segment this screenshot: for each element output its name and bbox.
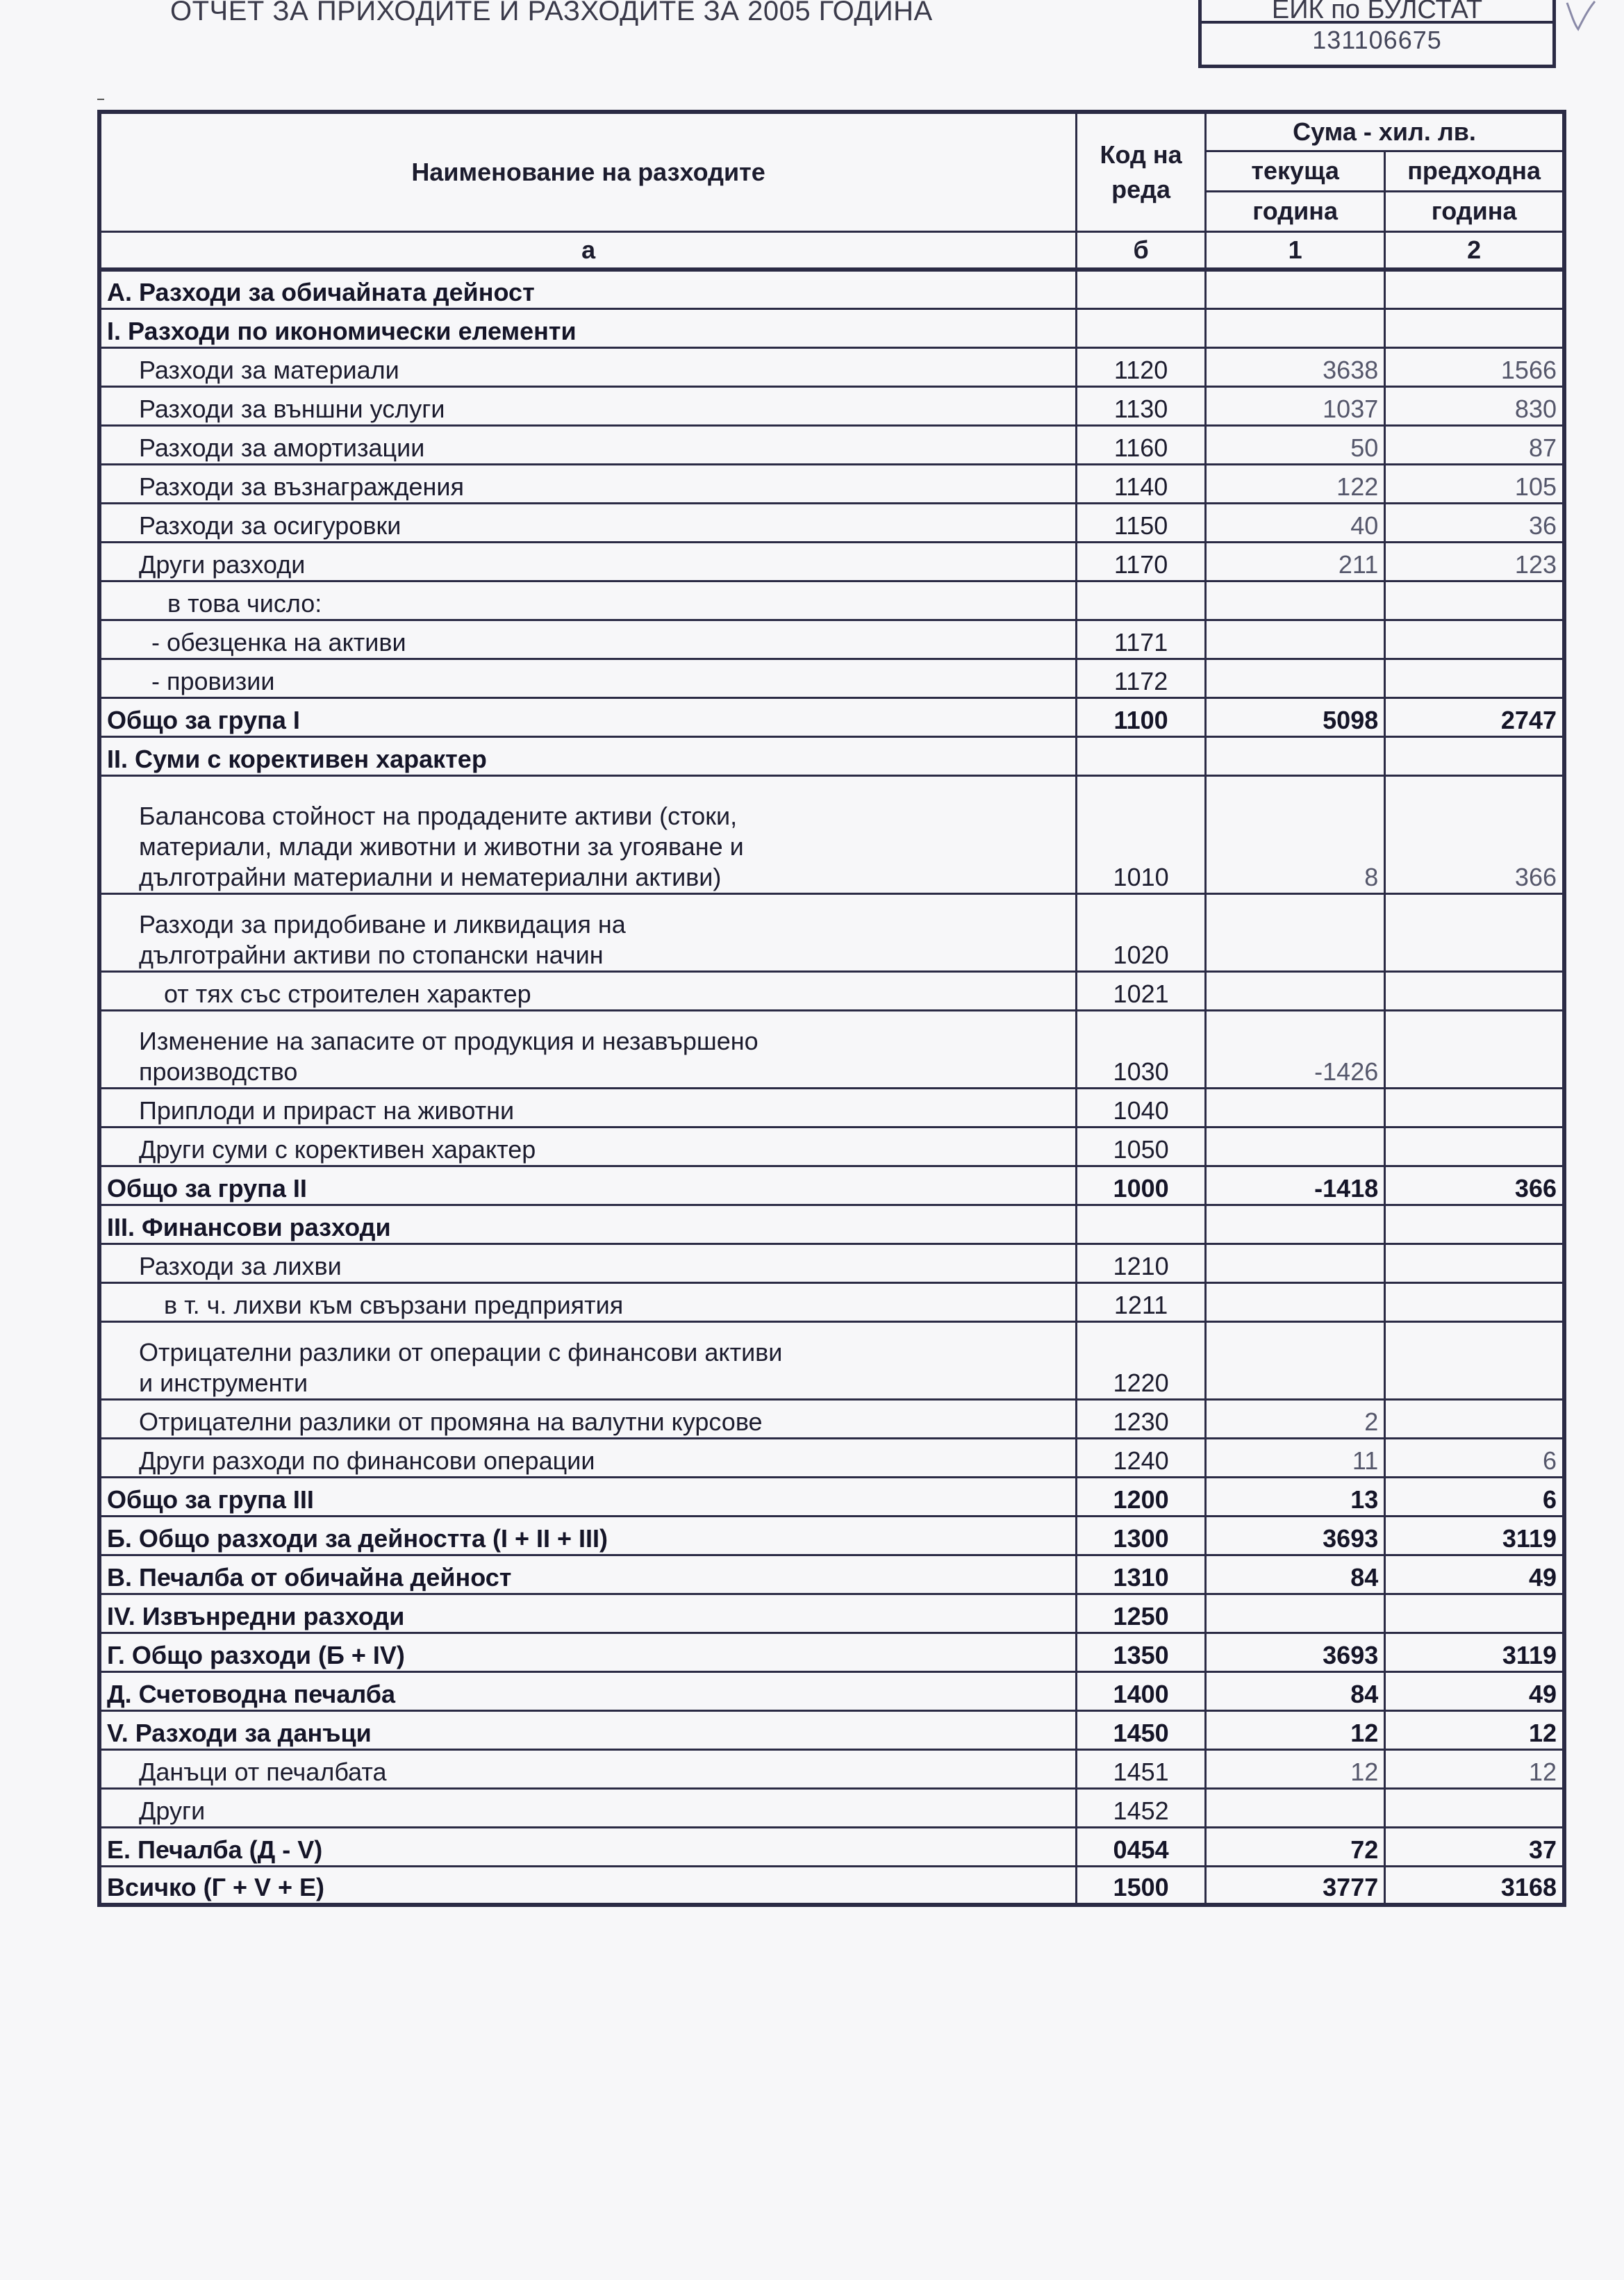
row-current-year: 3693 bbox=[1206, 1633, 1385, 1671]
row-previous-year: 37 bbox=[1385, 1827, 1564, 1866]
row-code: 1160 bbox=[1077, 425, 1206, 464]
row-code: 1200 bbox=[1077, 1477, 1206, 1516]
row-previous-year bbox=[1385, 1788, 1564, 1827]
row-code bbox=[1077, 581, 1206, 620]
table-row bbox=[99, 464, 1564, 503]
row-previous-year: 3168 bbox=[1385, 1866, 1564, 1905]
expenses-table bbox=[97, 110, 1566, 1907]
row-previous-year bbox=[1385, 1088, 1564, 1127]
row-current-year bbox=[1206, 1088, 1385, 1127]
row-previous-year bbox=[1385, 1594, 1564, 1633]
row-name: Балансова стойност на продадените активи (стоки, материали, млади животни и животни за угояване и дълготрайни материални и нематериални активи) bbox=[99, 775, 1077, 893]
row-name: Всичко (Г + V + Е) bbox=[99, 1866, 1077, 1905]
row-name: Отрицателни разлики от операции с финансови активи и инструменти bbox=[99, 1321, 1077, 1399]
eik-value: 131106675 bbox=[1312, 26, 1442, 54]
row-current-year: 12 bbox=[1206, 1749, 1385, 1788]
row-code: 1171 bbox=[1077, 620, 1206, 659]
row-current-year: 84 bbox=[1206, 1671, 1385, 1710]
row-previous-year: 366 bbox=[1385, 1166, 1564, 1205]
header-previous-line2: година bbox=[1385, 191, 1564, 231]
row-previous-year bbox=[1385, 659, 1564, 697]
row-current-year: 3693 bbox=[1206, 1516, 1385, 1555]
row-current-year bbox=[1206, 1282, 1385, 1321]
letter-1: 1 bbox=[1206, 231, 1385, 270]
row-code bbox=[1077, 1205, 1206, 1244]
row-code: 1500 bbox=[1077, 1866, 1206, 1905]
table-row bbox=[99, 308, 1564, 347]
row-name: Д. Счетоводна печалба bbox=[99, 1671, 1077, 1710]
table-row bbox=[99, 775, 1564, 893]
row-name: Приплоди и прираст на животни bbox=[99, 1088, 1077, 1127]
eik-label: ЕИК по БУЛСТАТ bbox=[1271, 0, 1483, 24]
row-name: Други суми с корективен характер bbox=[99, 1127, 1077, 1166]
row-name: в това число: bbox=[99, 581, 1077, 620]
row-previous-year: 6 bbox=[1385, 1438, 1564, 1477]
header-amount: Сума - хил. лв. bbox=[1206, 112, 1564, 151]
row-name: Разходи за възнаграждения bbox=[99, 464, 1077, 503]
header-code-label: Код на реда bbox=[1100, 140, 1182, 204]
table-row bbox=[99, 1244, 1564, 1282]
row-previous-year: 6 bbox=[1385, 1477, 1564, 1516]
table-row bbox=[99, 1166, 1564, 1205]
row-code: 0454 bbox=[1077, 1827, 1206, 1866]
row-current-year: 72 bbox=[1206, 1827, 1385, 1866]
table-row bbox=[99, 503, 1564, 542]
row-code: 1021 bbox=[1077, 971, 1206, 1010]
row-code: 1220 bbox=[1077, 1321, 1206, 1399]
row-name: Общо за група II bbox=[99, 1166, 1077, 1205]
row-code: 1451 bbox=[1077, 1749, 1206, 1788]
row-name: А. Разходи за обичайната дейност bbox=[99, 270, 1077, 308]
row-current-year: 3777 bbox=[1206, 1866, 1385, 1905]
row-previous-year bbox=[1385, 893, 1564, 971]
letter-2: 2 bbox=[1385, 231, 1564, 270]
row-name: Общо за група III bbox=[99, 1477, 1077, 1516]
row-code: 1250 bbox=[1077, 1594, 1206, 1633]
row-current-year: 40 bbox=[1206, 503, 1385, 542]
row-previous-year: 49 bbox=[1385, 1671, 1564, 1710]
table-row bbox=[99, 697, 1564, 736]
row-name: Други bbox=[99, 1788, 1077, 1827]
row-code bbox=[1077, 736, 1206, 775]
row-current-year: 11 bbox=[1206, 1438, 1385, 1477]
table-row bbox=[99, 1088, 1564, 1127]
row-current-year bbox=[1206, 1244, 1385, 1282]
row-name: Други разходи по финансови операции bbox=[99, 1438, 1077, 1477]
table-row bbox=[99, 1633, 1564, 1671]
row-current-year: 5098 bbox=[1206, 697, 1385, 736]
table-row bbox=[99, 542, 1564, 581]
row-name: от тях със строителен характер bbox=[99, 971, 1077, 1010]
row-current-year: 50 bbox=[1206, 425, 1385, 464]
table-row bbox=[99, 1399, 1564, 1438]
row-code: 1030 bbox=[1077, 1010, 1206, 1088]
header-name: Наименование на разходите bbox=[99, 112, 1077, 231]
table-row bbox=[99, 425, 1564, 464]
table-row bbox=[99, 1010, 1564, 1088]
row-current-year: 211 bbox=[1206, 542, 1385, 581]
table-row bbox=[99, 1321, 1564, 1399]
row-code: 1020 bbox=[1077, 893, 1206, 971]
row-code: 1040 bbox=[1077, 1088, 1206, 1127]
row-code: 1350 bbox=[1077, 1633, 1206, 1671]
row-previous-year bbox=[1385, 581, 1564, 620]
table-row bbox=[99, 1477, 1564, 1516]
row-name: III. Финансови разходи bbox=[99, 1205, 1077, 1244]
row-previous-year: 3119 bbox=[1385, 1516, 1564, 1555]
table-row bbox=[99, 270, 1564, 308]
row-previous-year bbox=[1385, 1399, 1564, 1438]
row-name: IV. Извънредни разходи bbox=[99, 1594, 1077, 1633]
row-previous-year: 87 bbox=[1385, 425, 1564, 464]
row-previous-year bbox=[1385, 1282, 1564, 1321]
table-row bbox=[99, 1671, 1564, 1710]
row-previous-year bbox=[1385, 270, 1564, 308]
row-code: 1150 bbox=[1077, 503, 1206, 542]
table-row bbox=[99, 1205, 1564, 1244]
row-current-year bbox=[1206, 581, 1385, 620]
table-row bbox=[99, 1866, 1564, 1905]
table-row bbox=[99, 893, 1564, 971]
table-row bbox=[99, 581, 1564, 620]
row-code bbox=[1077, 270, 1206, 308]
table-row bbox=[99, 659, 1564, 697]
table-row bbox=[99, 1710, 1564, 1749]
row-name: Разходи за придобиване и ликвидация на дълготрайни активи по стопански начин bbox=[99, 893, 1077, 971]
row-code: 1240 bbox=[1077, 1438, 1206, 1477]
row-current-year bbox=[1206, 1127, 1385, 1166]
row-code: 1170 bbox=[1077, 542, 1206, 581]
table-row bbox=[99, 971, 1564, 1010]
row-previous-year bbox=[1385, 1010, 1564, 1088]
row-previous-year: 1566 bbox=[1385, 347, 1564, 386]
row-name: В. Печалба от обичайна дейност bbox=[99, 1555, 1077, 1594]
row-previous-year: 12 bbox=[1385, 1749, 1564, 1788]
row-name: Данъци от печалбата bbox=[99, 1749, 1077, 1788]
row-code: 1230 bbox=[1077, 1399, 1206, 1438]
scan-mark bbox=[97, 99, 104, 100]
row-current-year: 8 bbox=[1206, 775, 1385, 893]
row-name: Други разходи bbox=[99, 542, 1077, 581]
row-previous-year: 36 bbox=[1385, 503, 1564, 542]
row-name: Общо за група I bbox=[99, 697, 1077, 736]
row-current-year: 3638 bbox=[1206, 347, 1385, 386]
eik-divider bbox=[1202, 21, 1552, 24]
row-previous-year: 49 bbox=[1385, 1555, 1564, 1594]
report-title: ОТЧЕТ ЗА ПРИХОДИТЕ И РАЗХОДИТЕ ЗА 2005 ГОДИНА bbox=[170, 0, 933, 26]
row-current-year bbox=[1206, 1321, 1385, 1399]
row-previous-year: 830 bbox=[1385, 386, 1564, 425]
table-row bbox=[99, 1594, 1564, 1633]
row-name: Разходи за външни услуги bbox=[99, 386, 1077, 425]
header-current-line1: текуща bbox=[1206, 151, 1385, 191]
row-current-year bbox=[1206, 736, 1385, 775]
row-previous-year: 3119 bbox=[1385, 1633, 1564, 1671]
row-name: I. Разходи по икономически елементи bbox=[99, 308, 1077, 347]
row-current-year bbox=[1206, 971, 1385, 1010]
table-row bbox=[99, 1749, 1564, 1788]
row-current-year: 84 bbox=[1206, 1555, 1385, 1594]
row-name: Разходи за осигуровки bbox=[99, 503, 1077, 542]
table-row bbox=[99, 1555, 1564, 1594]
row-previous-year bbox=[1385, 1244, 1564, 1282]
row-code: 1000 bbox=[1077, 1166, 1206, 1205]
row-previous-year: 123 bbox=[1385, 542, 1564, 581]
row-name: Разходи за лихви bbox=[99, 1244, 1077, 1282]
row-name: Е. Печалба (Д - V) bbox=[99, 1827, 1077, 1866]
letter-b: б bbox=[1077, 231, 1206, 270]
table-row bbox=[99, 1827, 1564, 1866]
row-current-year bbox=[1206, 893, 1385, 971]
table-row bbox=[99, 1516, 1564, 1555]
row-name: Г. Общо разходи (Б + IV) bbox=[99, 1633, 1077, 1671]
row-code: 1100 bbox=[1077, 697, 1206, 736]
row-previous-year bbox=[1385, 971, 1564, 1010]
row-current-year: 12 bbox=[1206, 1710, 1385, 1749]
eik-box bbox=[1198, 0, 1556, 68]
row-previous-year bbox=[1385, 1127, 1564, 1166]
row-code: 1010 bbox=[1077, 775, 1206, 893]
row-name: II. Суми с корективен характер bbox=[99, 736, 1077, 775]
row-code: 1120 bbox=[1077, 347, 1206, 386]
row-code: 1310 bbox=[1077, 1555, 1206, 1594]
row-previous-year bbox=[1385, 308, 1564, 347]
row-name: - обезценка на активи bbox=[99, 620, 1077, 659]
row-name: Разходи за амортизации bbox=[99, 425, 1077, 464]
row-current-year bbox=[1206, 1594, 1385, 1633]
row-current-year: -1426 bbox=[1206, 1010, 1385, 1088]
row-current-year: 122 bbox=[1206, 464, 1385, 503]
header-previous-line1: предходна bbox=[1385, 151, 1564, 191]
row-code: 1211 bbox=[1077, 1282, 1206, 1321]
row-current-year bbox=[1206, 659, 1385, 697]
row-previous-year: 2747 bbox=[1385, 697, 1564, 736]
row-previous-year bbox=[1385, 1321, 1564, 1399]
row-previous-year bbox=[1385, 620, 1564, 659]
row-current-year bbox=[1206, 1205, 1385, 1244]
row-name: Отрицателни разлики от промяна на валутни курсове bbox=[99, 1399, 1077, 1438]
row-previous-year bbox=[1385, 736, 1564, 775]
table-row bbox=[99, 1127, 1564, 1166]
row-current-year: 2 bbox=[1206, 1399, 1385, 1438]
row-current-year: 13 bbox=[1206, 1477, 1385, 1516]
row-code: 1452 bbox=[1077, 1788, 1206, 1827]
row-current-year bbox=[1206, 270, 1385, 308]
row-code: 1172 bbox=[1077, 659, 1206, 697]
row-current-year: 1037 bbox=[1206, 386, 1385, 425]
row-code: 1450 bbox=[1077, 1710, 1206, 1749]
header-current-line2: година bbox=[1206, 191, 1385, 231]
row-name: Б. Общо разходи за дейността (I + II + III) bbox=[99, 1516, 1077, 1555]
row-code: 1050 bbox=[1077, 1127, 1206, 1166]
row-name: - провизии bbox=[99, 659, 1077, 697]
row-code: 1300 bbox=[1077, 1516, 1206, 1555]
row-previous-year: 105 bbox=[1385, 464, 1564, 503]
table-row bbox=[99, 620, 1564, 659]
row-previous-year: 366 bbox=[1385, 775, 1564, 893]
row-code: 1400 bbox=[1077, 1671, 1206, 1710]
table-row bbox=[99, 386, 1564, 425]
table-row bbox=[99, 1282, 1564, 1321]
row-name: в т. ч. лихви към свързани предприятия bbox=[99, 1282, 1077, 1321]
table-row bbox=[99, 736, 1564, 775]
row-code: 1210 bbox=[1077, 1244, 1206, 1282]
row-current-year bbox=[1206, 1788, 1385, 1827]
header-code bbox=[1077, 112, 1206, 231]
letter-a: а bbox=[99, 231, 1077, 270]
row-name: Разходи за материали bbox=[99, 347, 1077, 386]
row-current-year: -1418 bbox=[1206, 1166, 1385, 1205]
row-current-year bbox=[1206, 308, 1385, 347]
row-code: 1130 bbox=[1077, 386, 1206, 425]
table-row bbox=[99, 1788, 1564, 1827]
row-previous-year: 12 bbox=[1385, 1710, 1564, 1749]
row-name: Изменение на запасите от продукция и незавършено производство bbox=[99, 1010, 1077, 1088]
row-code bbox=[1077, 308, 1206, 347]
table-row bbox=[99, 1438, 1564, 1477]
handwritten-check-icon bbox=[1564, 0, 1598, 33]
row-name: V. Разходи за данъци bbox=[99, 1710, 1077, 1749]
row-previous-year bbox=[1385, 1205, 1564, 1244]
row-current-year bbox=[1206, 620, 1385, 659]
row-code: 1140 bbox=[1077, 464, 1206, 503]
table-row bbox=[99, 347, 1564, 386]
